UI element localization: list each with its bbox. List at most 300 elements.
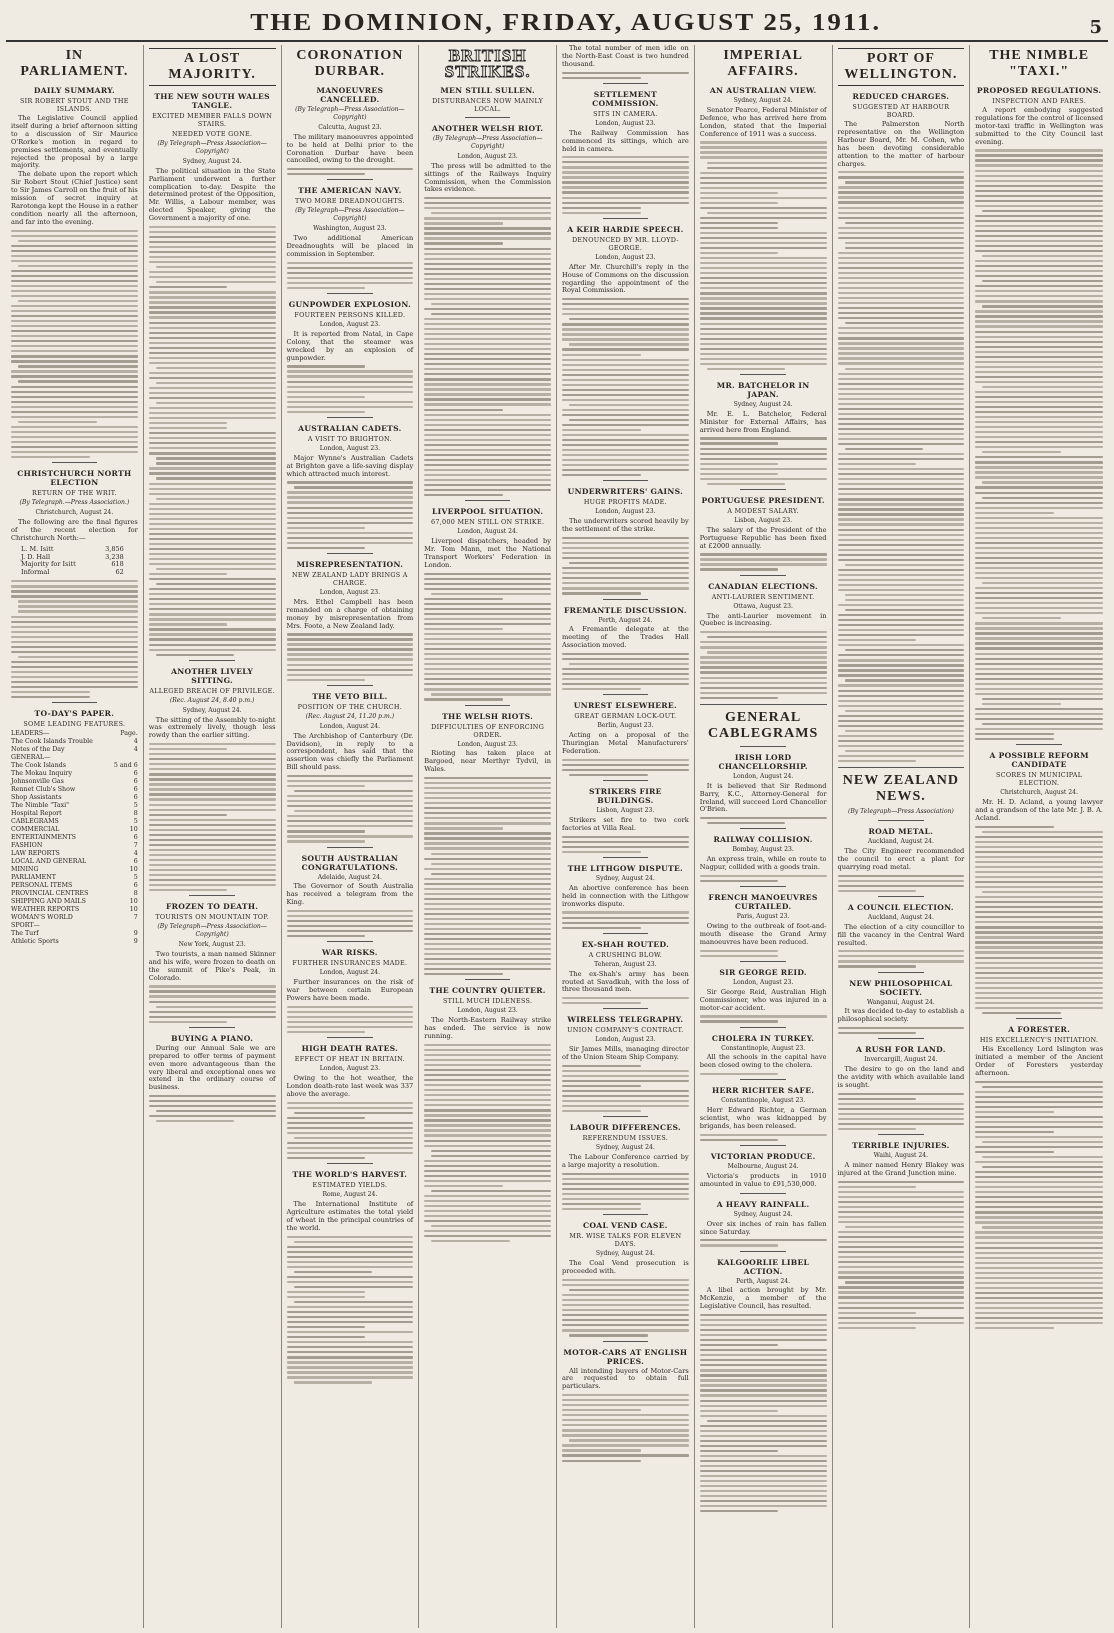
text-line xyxy=(11,355,138,357)
text-line xyxy=(838,1108,965,1110)
text-line xyxy=(845,448,924,450)
article-dateline: Auckland, August 24. xyxy=(867,913,934,921)
article-heading: WAR RISKS. xyxy=(322,948,378,958)
article-heading: RAILWAY COLLISION. xyxy=(713,835,813,845)
contents-label: LEADERS— xyxy=(11,730,50,738)
text-line xyxy=(700,192,779,194)
text-line xyxy=(975,456,1103,458)
text-line xyxy=(838,1216,965,1218)
body-text-lines xyxy=(424,573,551,701)
text-line xyxy=(424,578,551,580)
text-line xyxy=(562,1429,689,1431)
text-line xyxy=(975,250,1103,252)
text-line xyxy=(424,358,551,360)
text-line xyxy=(424,293,551,295)
text-line xyxy=(975,1196,1103,1198)
text-line xyxy=(700,1389,827,1391)
text-line xyxy=(149,417,276,419)
article-heading: A FORESTER. xyxy=(1008,1025,1071,1035)
article-dateline: Sydney, August 24. xyxy=(733,97,793,104)
text-line xyxy=(424,1069,551,1071)
text-line xyxy=(975,1272,1103,1274)
contents-row xyxy=(11,906,138,914)
text-line xyxy=(700,1460,827,1462)
article-paragraph: Owing to the hot weather, the London death-rate last week was 337 above the average. xyxy=(286,1074,414,1098)
article-dateline: London, August 23. xyxy=(457,1007,518,1015)
text-line xyxy=(562,1444,689,1446)
article xyxy=(700,374,827,485)
text-line xyxy=(838,619,965,621)
text-line xyxy=(424,1195,551,1197)
text-line xyxy=(845,599,965,601)
text-line xyxy=(975,285,1103,287)
text-line xyxy=(700,237,827,239)
divider-rule xyxy=(740,575,786,576)
contents-row xyxy=(11,786,138,794)
text-line xyxy=(838,614,965,616)
text-line xyxy=(700,1510,779,1512)
text-line xyxy=(11,280,138,282)
text-line xyxy=(562,156,689,158)
text-line xyxy=(424,1049,551,1051)
text-line xyxy=(838,1181,965,1183)
article-heading: BUYING A PIANO. xyxy=(171,1033,254,1043)
text-line xyxy=(287,381,414,383)
text-line xyxy=(982,698,1103,700)
text-line xyxy=(975,688,1103,690)
text-line xyxy=(424,908,551,910)
contents-row xyxy=(11,730,138,738)
text-line xyxy=(562,759,689,761)
article-dateline: Sydney, August 24. xyxy=(733,400,793,408)
text-line xyxy=(287,664,414,666)
text-line xyxy=(424,633,551,635)
contents-label: Johnsonville Gas xyxy=(11,778,64,786)
text-line xyxy=(11,646,138,648)
article-heading: A HEAVY RAINFALL. xyxy=(716,1199,810,1209)
text-line xyxy=(149,372,276,374)
text-line xyxy=(287,1152,414,1154)
contents-page: 4 xyxy=(133,850,138,858)
text-line xyxy=(838,1221,965,1223)
text-line xyxy=(975,461,1103,463)
divider-rule xyxy=(327,685,373,686)
text-line xyxy=(18,300,138,302)
text-line xyxy=(287,542,414,544)
text-line xyxy=(838,695,965,697)
contents-label: Athletic Sports xyxy=(11,938,59,946)
article-paragraph: The International Institute of Agriculture estimates the total yield of wheat in the principal countries of the world. xyxy=(286,1200,414,1232)
text-line xyxy=(975,1231,1103,1233)
text-line xyxy=(149,593,276,595)
text-line xyxy=(562,836,689,838)
text-line xyxy=(838,534,965,536)
article-heading: CHRISTCHURCH NORTH ELECTION xyxy=(17,469,132,488)
article-heading: LABOUR DIFFERENCES. xyxy=(569,1123,681,1133)
text-line xyxy=(149,608,276,610)
column-banner: THE NIMBLE "TAXI." xyxy=(989,48,1090,79)
text-line xyxy=(838,659,965,661)
text-line xyxy=(149,628,276,630)
text-line xyxy=(562,911,689,913)
text-line xyxy=(287,1142,414,1144)
text-line xyxy=(149,301,276,303)
candidate-name: Informal xyxy=(21,568,50,577)
article-heading: GUNPOWDER EXPLOSION. xyxy=(288,300,412,310)
divider-rule xyxy=(603,1341,649,1342)
contents-row xyxy=(11,898,138,906)
text-line xyxy=(975,1146,1103,1148)
text-line xyxy=(975,1252,1103,1254)
article-dateline: London, August 23. xyxy=(732,978,794,986)
text-line xyxy=(11,446,138,448)
text-line xyxy=(287,1031,366,1033)
text-line xyxy=(424,1119,551,1121)
text-line xyxy=(11,255,138,257)
text-line xyxy=(838,433,965,435)
article-dateline: Perth, August 24. xyxy=(598,616,653,624)
text-line xyxy=(287,1157,366,1159)
text-line xyxy=(975,886,1103,888)
contents-page: 4 xyxy=(133,746,138,754)
text-line xyxy=(700,222,779,224)
text-line xyxy=(975,718,1103,720)
text-line xyxy=(700,1400,827,1402)
text-line xyxy=(700,473,779,475)
article xyxy=(149,1027,276,1123)
text-line xyxy=(11,370,138,372)
text-line xyxy=(149,362,276,364)
text-line xyxy=(562,851,641,853)
contents-page: 6 xyxy=(133,882,138,890)
text-line xyxy=(287,512,414,514)
article-paragraph: Strikers set fire to two cork factories at Villa Real. xyxy=(562,816,689,832)
text-line xyxy=(149,990,276,992)
body-text-lines xyxy=(149,985,276,1022)
text-line xyxy=(562,1324,689,1326)
text-line xyxy=(11,285,138,287)
text-line xyxy=(700,955,779,957)
text-line xyxy=(149,246,276,248)
article-paragraph: A miner named Henry Blakey was injured at the Grand Junction mine. xyxy=(837,1161,965,1177)
text-line xyxy=(838,584,965,586)
text-line xyxy=(156,462,276,464)
article-subheading: ALLEGED BREACH OF PRIVILEGE. xyxy=(149,686,275,695)
divider-rule xyxy=(740,1145,786,1146)
text-line xyxy=(156,583,276,585)
text-line xyxy=(11,626,138,628)
text-line xyxy=(562,1198,689,1200)
text-line xyxy=(975,195,1103,197)
article xyxy=(562,1008,689,1112)
text-line xyxy=(975,632,1103,634)
text-line xyxy=(838,232,965,234)
text-line xyxy=(11,671,138,673)
text-line xyxy=(838,1317,965,1319)
article xyxy=(700,704,827,742)
text-line xyxy=(562,464,689,466)
text-line xyxy=(424,653,551,655)
text-line xyxy=(975,532,1103,534)
contents-page: 10 xyxy=(129,826,138,834)
body-text-lines xyxy=(838,1093,965,1130)
article-dateline: London, August 24. xyxy=(319,969,381,977)
body-text-lines xyxy=(287,1236,414,1384)
text-line xyxy=(424,1230,551,1232)
text-line xyxy=(562,359,689,361)
text-line xyxy=(982,210,1103,212)
text-line xyxy=(149,829,276,831)
text-line xyxy=(11,320,138,322)
contents-row xyxy=(11,914,138,922)
text-line xyxy=(287,780,414,782)
text-line xyxy=(838,1271,965,1273)
article-subheading: NEW ZEALAND LADY BRINGS A CHARGE. xyxy=(292,570,408,587)
text-line xyxy=(975,911,1103,913)
text-line xyxy=(838,191,965,193)
text-line xyxy=(149,251,276,253)
text-line xyxy=(149,623,228,625)
body-text-lines xyxy=(562,156,689,214)
text-line xyxy=(562,197,689,199)
body-text-lines xyxy=(975,149,1103,740)
text-line xyxy=(11,661,138,663)
text-line xyxy=(562,1279,689,1281)
contents-label: Notes of the Day xyxy=(11,746,65,754)
text-line xyxy=(156,1120,235,1122)
text-line xyxy=(424,1145,551,1147)
text-line xyxy=(700,880,779,882)
text-line xyxy=(975,836,1103,838)
text-line xyxy=(975,471,1103,473)
text-line xyxy=(975,320,1103,322)
text-line xyxy=(11,631,138,633)
text-line xyxy=(838,388,965,390)
article-paragraph: Major Wynne's Australian Cadets at Brighton gave a life-saving display which attracted much interest. xyxy=(286,453,414,478)
text-line xyxy=(149,798,276,800)
text-line xyxy=(975,992,1103,994)
text-line xyxy=(424,1054,551,1056)
text-line xyxy=(11,595,138,597)
article xyxy=(287,1163,414,1383)
text-line xyxy=(424,197,551,199)
text-line xyxy=(975,486,1103,488)
text-line xyxy=(562,308,689,310)
article-subheading: ANTI-LAURIER SENTIMENT. xyxy=(711,592,815,601)
article-heading: MOTOR-CARS AT ENGLISH PRICES. xyxy=(563,1347,688,1366)
text-line xyxy=(562,1409,641,1411)
text-line xyxy=(569,1289,689,1291)
text-line xyxy=(700,1435,827,1437)
article-paragraph: Liverpool dispatchers, headed by Mr. Tom Mann, met the National Transport Workers' Federation in London. xyxy=(424,537,551,569)
text-line xyxy=(287,1132,414,1134)
text-line xyxy=(845,609,965,611)
text-line xyxy=(838,297,965,299)
article-paragraph: All the schools in the capital have been closed owing to the cholera. xyxy=(699,1053,827,1070)
text-line xyxy=(562,202,689,204)
contents-row xyxy=(11,850,138,858)
text-line xyxy=(700,687,827,689)
body-text-lines xyxy=(700,1239,827,1246)
text-line xyxy=(975,149,1103,151)
text-line xyxy=(424,1064,551,1066)
text-line xyxy=(149,793,276,795)
article-subheading: A MODEST SALARY. xyxy=(727,506,799,515)
divider-rule xyxy=(740,1193,786,1194)
article xyxy=(700,1079,827,1141)
article-subheading: SUGGESTED AT HARBOUR BOARD. xyxy=(852,103,950,119)
text-line xyxy=(431,1225,551,1227)
text-line xyxy=(975,577,1103,579)
text-line xyxy=(424,598,503,600)
text-line xyxy=(424,973,503,975)
article-heading: A COUNCIL ELECTION. xyxy=(847,902,954,912)
text-line xyxy=(287,173,366,175)
text-line xyxy=(838,1246,965,1248)
contents-list xyxy=(11,730,138,946)
article-heading: UNDERWRITERS' GAINS. xyxy=(567,487,684,497)
text-line xyxy=(424,1160,551,1162)
text-line xyxy=(838,544,965,546)
text-line xyxy=(424,489,551,491)
text-line xyxy=(562,678,689,680)
text-line xyxy=(975,401,1103,403)
text-line xyxy=(149,598,276,600)
text-line xyxy=(424,938,551,940)
contents-row xyxy=(11,858,138,866)
article-subheading: STILL MUCH IDLENESS. xyxy=(442,997,533,1006)
text-line xyxy=(975,154,1103,156)
text-line xyxy=(975,552,1103,554)
article-dateline: Berlin, August 23. xyxy=(597,722,654,730)
text-line xyxy=(562,379,689,381)
text-line xyxy=(975,325,1103,327)
article-paragraph: A report embodying suggested regulations for the control of licensed motor-taxi traffic in Wellington was submitted to the City Council last evening. xyxy=(975,106,1103,146)
text-line xyxy=(845,679,965,681)
text-line xyxy=(975,411,1103,413)
text-line xyxy=(569,774,648,776)
text-line xyxy=(838,644,965,646)
text-line xyxy=(562,449,689,451)
text-line xyxy=(700,141,827,143)
text-line xyxy=(838,453,965,455)
text-line xyxy=(700,692,827,694)
text-line xyxy=(975,896,1103,898)
text-line xyxy=(700,252,779,254)
article-subheading: EXCITED MEMBER FALLS DOWN STAIRS. xyxy=(152,112,273,128)
article-paragraph: Sir George Reid, Australian High Commissioner, who was injured in a motor-car accident. xyxy=(699,987,827,1012)
article-heading: ANOTHER LIVELY SITTING. xyxy=(171,666,254,685)
text-line xyxy=(149,839,276,841)
text-line xyxy=(11,290,138,292)
article-subheading: HUGE PROFITS MADE. xyxy=(583,498,667,507)
article xyxy=(700,746,827,825)
contents-page: 10 xyxy=(129,898,138,906)
article-paragraph: Two tourists, a man named Skinner and his wife, were frozen to death on the summit of Pike's Peak, in Colorado. xyxy=(148,949,276,982)
text-line xyxy=(287,1006,414,1008)
divider-rule xyxy=(740,886,786,887)
text-line xyxy=(424,1180,551,1182)
text-line xyxy=(975,164,1103,166)
article-paragraph: The political situation in the State Parliament underwent a further complication to-day. Despite the determined protest of the Opposition, Mr. Willis, a Labour member, was elected Speaker, giving the Government a majority of one. xyxy=(148,166,276,223)
text-line xyxy=(975,220,1103,222)
text-line xyxy=(287,1306,414,1308)
article-subheading: POSITION OF THE CHURCH. xyxy=(297,702,403,711)
text-line xyxy=(838,755,965,757)
text-line xyxy=(838,955,965,957)
text-line xyxy=(287,1376,414,1378)
text-line xyxy=(424,227,551,229)
body-text-lines xyxy=(700,1314,827,1512)
text-line xyxy=(975,957,1103,959)
text-line xyxy=(700,328,827,330)
text-line xyxy=(562,1394,689,1396)
text-line xyxy=(287,365,366,367)
text-line xyxy=(424,688,551,690)
text-line xyxy=(700,1139,779,1141)
text-line xyxy=(149,407,276,409)
text-line xyxy=(982,497,1103,499)
text-line xyxy=(287,1361,414,1363)
article xyxy=(287,553,414,681)
text-line xyxy=(982,1086,1103,1088)
text-line xyxy=(562,1404,689,1406)
text-line xyxy=(569,562,689,564)
text-line xyxy=(982,386,1103,388)
text-line xyxy=(149,226,276,228)
text-line xyxy=(838,950,965,952)
column-banner: BRITISH STRIKES. xyxy=(444,46,531,81)
text-line xyxy=(975,356,1103,358)
text-line xyxy=(287,1127,414,1129)
contents-label: SPORT— xyxy=(11,922,40,930)
text-line xyxy=(424,278,551,280)
article-heading: STRIKERS FIRE BUILDINGS. xyxy=(588,787,662,806)
text-line xyxy=(424,388,551,390)
text-line xyxy=(975,876,1103,878)
text-line xyxy=(287,375,414,377)
text-line xyxy=(149,1016,276,1018)
text-line xyxy=(700,1430,827,1432)
article-heading: HIGH DEATH RATES. xyxy=(301,1044,399,1054)
contents-page: 6 xyxy=(133,786,138,794)
column-5 xyxy=(557,45,695,1628)
text-line xyxy=(11,431,138,433)
text-line xyxy=(838,408,965,410)
divider-rule xyxy=(189,660,235,661)
text-line xyxy=(975,557,1103,559)
text-line xyxy=(975,1242,1103,1244)
body-text-lines xyxy=(838,171,965,762)
text-line xyxy=(149,387,276,389)
divider-rule xyxy=(603,218,649,219)
article-dateline: London, August 23. xyxy=(595,119,656,127)
article xyxy=(700,489,827,571)
text-line xyxy=(975,346,1103,348)
article-byline: (By Telegraph—Press Association—Copyright) xyxy=(295,106,405,121)
article xyxy=(424,500,551,700)
text-line xyxy=(975,1121,1103,1123)
text-line xyxy=(149,508,276,510)
text-line xyxy=(975,683,1103,685)
text-line xyxy=(287,1011,414,1013)
article-paragraph: Two additional American Dreadnoughts will be placed in commission in September. xyxy=(286,234,414,258)
divider-rule xyxy=(327,179,373,180)
text-line xyxy=(975,170,1103,172)
text-line xyxy=(424,797,551,799)
masthead xyxy=(6,6,1108,42)
divider-rule xyxy=(878,1038,924,1039)
